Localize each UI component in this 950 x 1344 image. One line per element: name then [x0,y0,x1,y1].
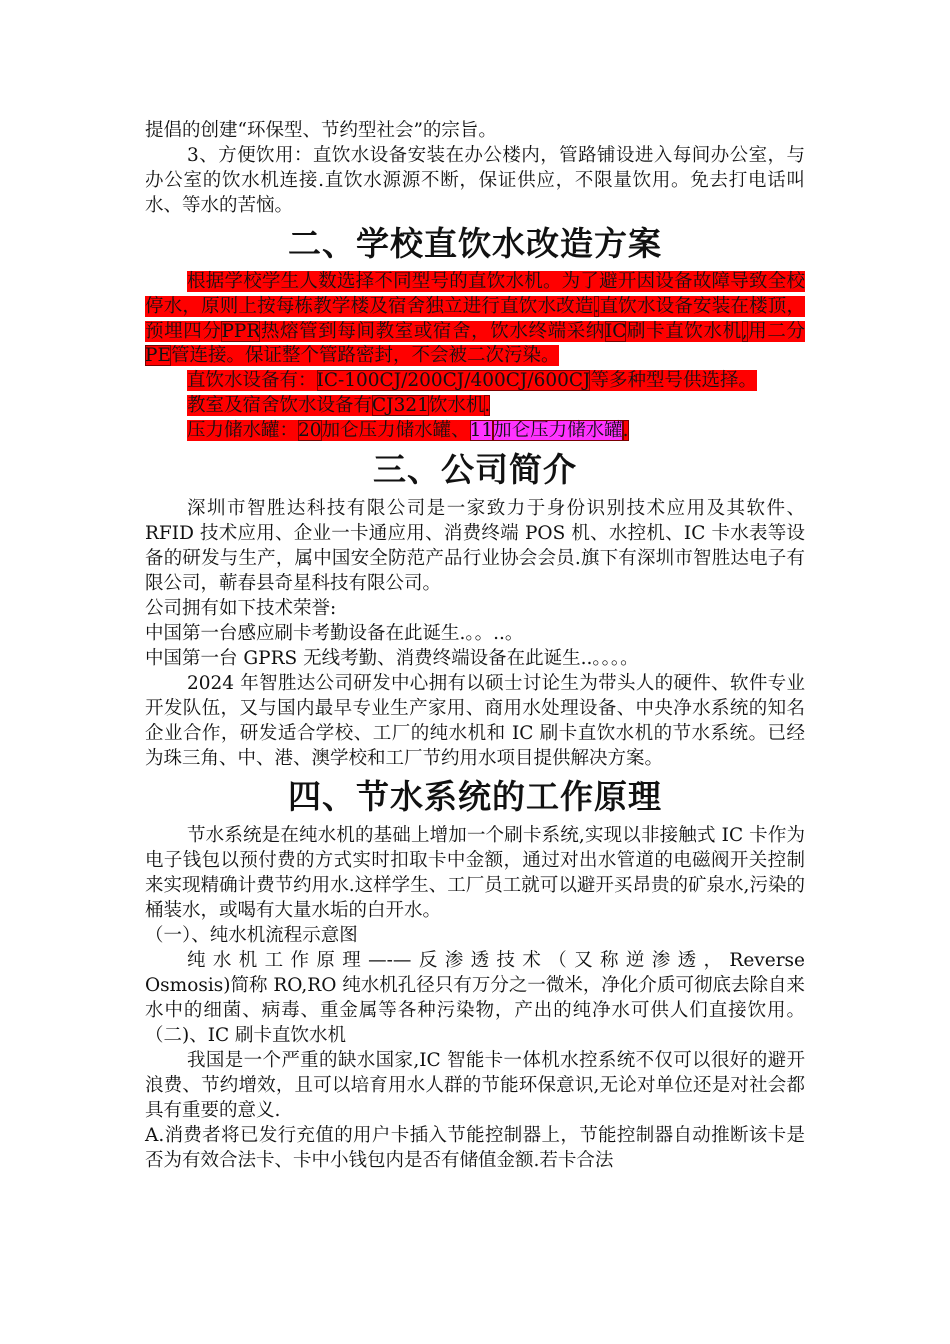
heading-section-2: 二、学校直饮水改造方案 [288,224,662,263]
paragraph-highlight-equipment [145,369,805,394]
highlight-tank-dot: . [622,419,629,441]
paragraph-ro-rest: Osmosis)简称 RO,RO 纯水机孔径只有万分之一微米，净化介质可彻底去除自来水中的细菌、病毒、重金属等各种污染物，产出的纯净水可供人们直接饮用。（二)、IC 刷卡直饮水机 [145,974,805,1046]
highlight-equipment-suffix: 等多种型号供选择。 [590,370,757,392]
highlight-dorm-dot: . [484,394,491,416]
paragraph-subheading-1: （一）、纯水机流程示意图 [145,924,358,946]
paragraph-intro: 提倡的创建“环保型、节约型社会”的宗旨。 [145,120,497,141]
heading-section-3: 三、公司简介 [373,449,577,489]
paragraph-step-a: A.消费者将已发行充值的用户卡插入节能控制器上，节能控制器自动推断该卡是否为有效合法卡、卡中小钱包内是否有储值金额.若卡合法 [145,1124,805,1171]
paragraph-water-shortage: 我国是一个严重的缺水国家,IC 智能卡一体机水控系统不仅可以很好的避开浪费、节约增效，且可以培育用水人群的节能环保意识,无论对单位还是对社会都具有重要的意义. [145,1049,805,1121]
highlight-tank-11: 11 [469,419,494,441]
highlight-plan-text-k: 管连接。保证整个管路密封，不会被二次污染。 [170,345,560,367]
paragraph-honor-1: 中国第一台感应刷卡考勤设备在此诞生.。。..。 [145,622,524,644]
highlight-plan-text-e: 热熔管到每间教室或宿舍，饮水终端采纳 [260,320,605,342]
highlight-tank-text-e: 加仑压力储水罐 [493,419,623,441]
document-page [145,118,805,1173]
highlight-plan-ppr: PPR [221,320,261,342]
highlight-plan-pe: PE [145,345,171,367]
highlight-dorm-model: CJ321 [372,394,429,416]
highlight-plan-ic: IC [604,320,627,342]
highlight-tank-text-c: 加仑压力储水罐、 [321,419,470,441]
paragraph-rnd: 2024 年智胜达公司研发中心拥有以硕士讨论生为带头人的硬件、软件专业开发队伍，又与国内最早专业生产家用、商用水处理设备、中央净水系统的知名企业合作，研发适合学校、工厂的纯水机和 IC 刷卡直饮水机的节水系统。已经为珠三角、中、港、澳学校和工厂节约用水项目提供解决方案。 [145,672,805,769]
paragraph-highlight-dorm [145,394,805,419]
paragraph-honor-2: 中国第一台 GPRS 无线考勤、消费终端设备在此诞生..。。。。 [145,647,639,669]
paragraph-highlight-tank [145,419,805,444]
highlight-tank-label: 压力储水罐： [187,419,299,441]
paragraph-ro-line-1: 纯水机工作原理—-—反渗透技术（又称逆渗透，Reverse [187,949,805,971]
highlight-plan-text-b: . [593,295,600,317]
paragraph-honor-title: 公司拥有如下技术荣誉: [145,597,337,619]
highlight-dorm-suffix: 饮水机 [428,394,485,416]
highlighted-block [145,270,805,444]
paragraph-highlight-plan [145,270,805,369]
highlight-plan-text-c: 直饮水设备安装在楼顶，预埋四分 [145,295,805,342]
heading-section-4: 四、节水系统的工作原理 [288,776,662,816]
highlight-plan-comma: , [741,320,748,342]
highlight-plan-text-a: 根据学校学生人数选择不同型号的直饮水机。为了避开因设备故障导致全校停水，原则上按每栋教学楼及宿舍独立进行直饮水改造 [145,271,805,317]
highlight-equipment-models: IC-100CJ/200CJ/400CJ/600CJ [316,370,591,392]
paragraph-convenient-drinking: 3、方便饮用：直饮水设备安装在办公楼内，管路铺设进入每间办公室，与办公室的饮水机连接.直饮水源源不断，保证供应，不限量饮用。免去打电话叫水、等水的苦恼。 [145,145,805,216]
paragraph-company: 深圳市智胜达科技有限公司是一家致力于身份识别技术应用及其软件、RFID 技术应用、企业一卡通应用、消费终端 POS 机、水控机、IC 卡水表等设备的研发与生产，属中国安全防范产品行业协会会员.旗下有深圳市智胜达电子有限公司，蕲春县奇星科技有限公司。 [145,497,805,594]
highlight-tank-20: 20 [298,419,322,441]
highlight-plan-text-g: 刷卡直饮水机 [626,320,742,342]
paragraph-principle: 节水系统是在纯水机的基础上增加一个刷卡系统,实现以非接触式 IC 卡作为电子钱包以预付费的方式实时扣取卡中金额，通过对出水管道的电磁阀开关控制来实现精确计费节约用水.这样学生、工厂员工就可以避开买昂贵的矿泉水,污染的桶装水，或喝有大量水垢的白开水。 [145,824,805,921]
highlight-equipment-label: 直饮水设备有： [187,370,317,392]
highlight-dorm-label: 教室及宿舍饮水设备有 [187,394,373,416]
highlight-plan-text-i: 用二分 [747,320,805,342]
